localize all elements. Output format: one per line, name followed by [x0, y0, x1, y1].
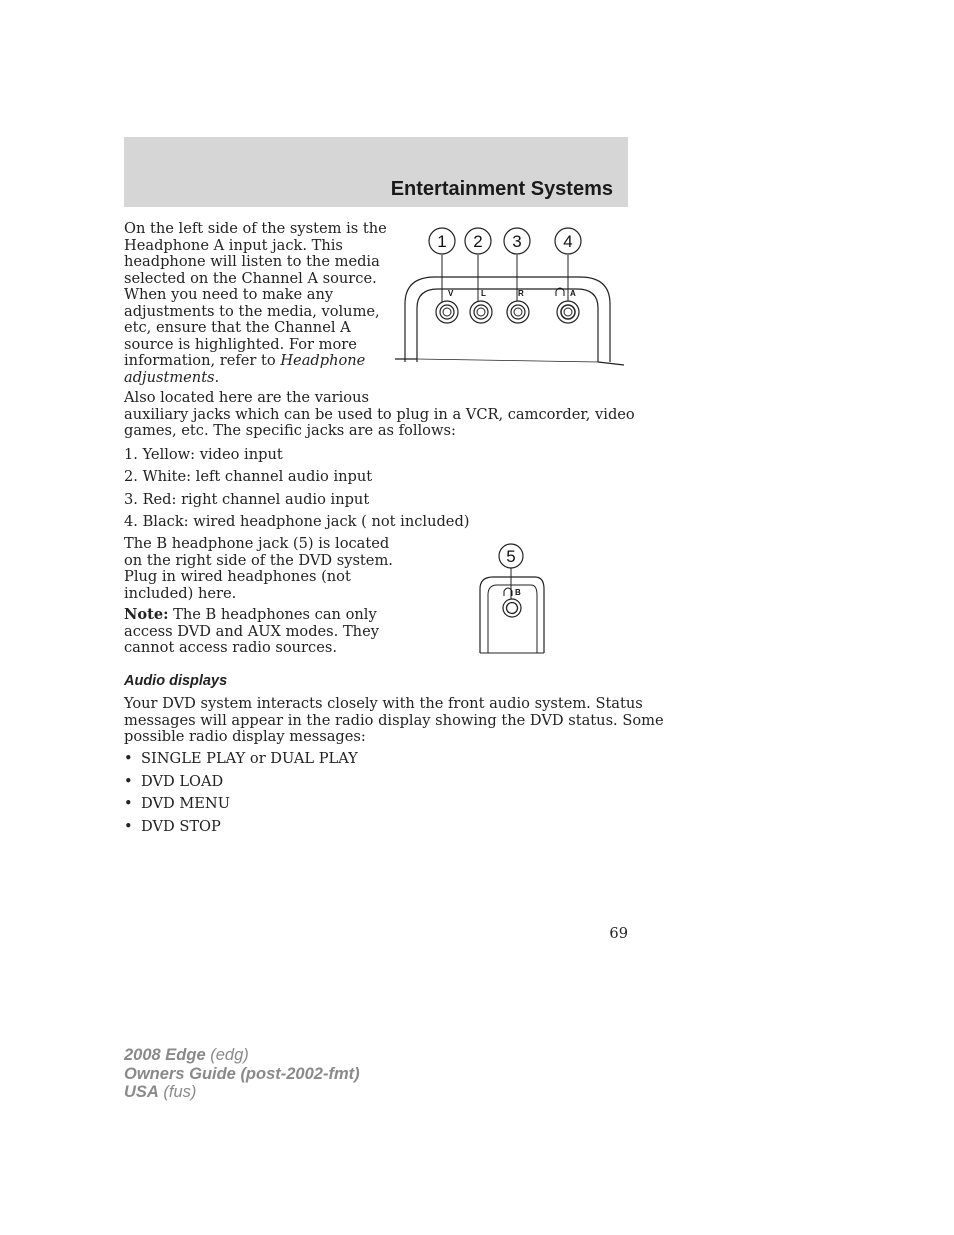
text-line: Headphone A input jack. This [124, 236, 343, 254]
footer-line [124, 1046, 360, 1065]
text-line [124, 607, 379, 624]
cross-reference: Headphone [280, 352, 366, 369]
footer-line [124, 1083, 360, 1102]
section-header [124, 137, 628, 207]
text-line: Plug in wired headphones (not [124, 568, 351, 585]
footer-model: 2008 Edge [124, 1046, 206, 1064]
text-line: on the right side of the DVD system. [124, 551, 393, 569]
display-message-list [124, 750, 358, 840]
page-number: 69 [609, 925, 628, 942]
list-item: • SINGLE PLAY or DUAL PLAY [124, 750, 358, 773]
text-line: cannot access radio sources. [124, 639, 337, 656]
text-line: adjustments to the media, volume, [124, 302, 380, 320]
jack-video [436, 301, 458, 323]
list-item: • DVD MENU [124, 795, 358, 818]
text-line: auxiliary jacks which can be used to plug in a VCR, camcorder, video [124, 405, 635, 423]
footer-code: (fus) [158, 1083, 197, 1101]
text-line [124, 370, 387, 387]
jack-list [124, 446, 469, 536]
list-item: 4. Black: wired headphone jack ( not included) [124, 513, 470, 531]
cross-reference: adjustments. [124, 368, 220, 386]
aux-paragraph [124, 390, 635, 440]
jack-headphone-b [503, 599, 521, 617]
text-line: access DVD and AUX modes. They [124, 622, 379, 640]
footer-region: USA [124, 1083, 159, 1101]
jack-label-b: B [515, 588, 521, 597]
text-line: source is highlighted. For more [124, 335, 357, 353]
intro-paragraph [124, 221, 387, 386]
section-title: Entertainment Systems [390, 178, 613, 200]
text-span: information, refer to [124, 352, 281, 369]
section-heading: Audio displays [124, 673, 228, 689]
text-line: When you need to make any [124, 286, 334, 303]
callout-4: 4 [563, 232, 573, 251]
text-line: included) here. [124, 584, 237, 602]
text-line: Your DVD system interacts closely with the front audio system. Status [124, 695, 643, 712]
jack-left-audio [470, 301, 492, 323]
callout-2: 2 [473, 232, 483, 251]
aux-jack-panel-figure [390, 222, 630, 372]
text-line: etc, ensure that the Channel A [124, 319, 351, 336]
jack-label-r: R [518, 289, 524, 298]
text-line: games, etc. The specific jacks are as follows: [124, 422, 456, 439]
footer-line [124, 1065, 360, 1084]
text-line: headphone will listen to the media [124, 253, 380, 270]
callout-3: 3 [512, 232, 522, 251]
list-item: • DVD STOP [124, 818, 358, 841]
b-jack-paragraph [124, 536, 393, 602]
b-jack-figure [475, 541, 555, 656]
list-item: 2. White: left channel audio input [124, 468, 373, 486]
jack-label-l: L [481, 289, 486, 298]
text-line: messages will appear in the radio display showing the DVD status. Some [124, 711, 664, 729]
text-line: Also located here are the various [124, 389, 369, 406]
note-paragraph [124, 607, 379, 657]
list-item: • DVD LOAD [124, 773, 358, 796]
text-line: selected on the Channel A source. [124, 269, 377, 287]
jack-label-v: V [448, 289, 454, 298]
text-line: The B headphone jack (5) is located [124, 535, 390, 552]
footer-code: (edg) [205, 1046, 249, 1064]
text-line: On the left side of the system is the [124, 220, 387, 237]
list-item: 1. Yellow: video input [124, 446, 283, 463]
jack-headphone-a [557, 301, 579, 323]
footer-guide: Owners Guide (post-2002-fmt) [124, 1064, 360, 1083]
list-item: 3. Red: right channel audio input [124, 490, 370, 508]
callout-5: 5 [506, 547, 516, 566]
jack-label-a: A [570, 289, 576, 298]
jack-right-audio [507, 301, 529, 323]
audio-displays-paragraph [124, 696, 664, 746]
document-footer [124, 1046, 360, 1102]
callout-1: 1 [437, 232, 447, 251]
text-span: The B headphones can only [168, 606, 377, 623]
text-line: possible radio display messages: [124, 728, 366, 745]
text-line [124, 353, 387, 370]
note-label: Note: [124, 606, 169, 623]
